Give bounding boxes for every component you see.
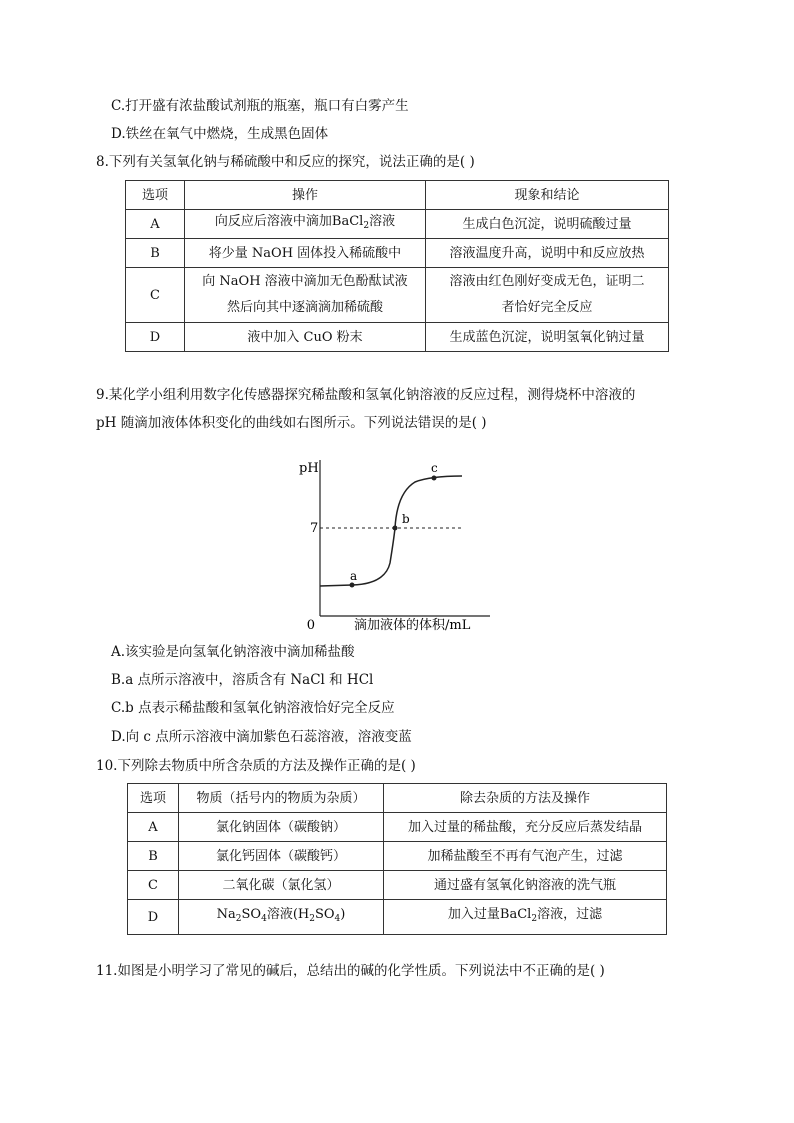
subscript: 2 xyxy=(363,221,370,231)
cell-text: 加入过量BaCl xyxy=(447,907,532,922)
table-cell: C xyxy=(128,871,179,900)
subscript: 2 xyxy=(235,914,242,924)
cell-text: 溶液由红色刚好变成无色，证明二 xyxy=(449,274,645,289)
formula-text: ) xyxy=(340,907,346,922)
cell-text: 向反应后溶液中滴加BaCl xyxy=(214,214,364,229)
x-axis-label: 滴加液体的体积/mL xyxy=(354,618,471,633)
q9-option-c: C.b 点表示稀盐酸和氢氧化钠溶液恰好完全反应 xyxy=(111,700,395,716)
table-cell: D xyxy=(126,323,185,352)
q10-stem: 10.下列除去物质中所含杂质的方法及操作正确的是( ) xyxy=(96,758,416,774)
q11-stem: 11.如图是小明学习了常见的碱后，总结出的碱的化学性质。下列说法中不正确的是( ) xyxy=(96,963,605,979)
table-cell: 液中加入 CuO 粉末 xyxy=(185,323,426,352)
subscript: 4 xyxy=(334,914,341,924)
cell-text: 然后向其中逐滴滴加稀硫酸 xyxy=(226,300,383,315)
table-cell: A xyxy=(126,210,185,239)
q9-stem-line1: 9.某化学小组利用数字化传感器探究稀盐酸和氢氧化钠溶液的反应过程，测得烧杯中溶液的 xyxy=(96,387,636,403)
table-cell: 二氧化碳（氯化氢） xyxy=(179,871,384,900)
formula-text: SO xyxy=(241,907,262,922)
y-tick-7: 7 xyxy=(310,521,319,536)
label-a: a xyxy=(350,569,358,583)
q7-option-d: D.铁丝在氧气中燃烧，生成黑色固体 xyxy=(111,126,329,142)
table-row xyxy=(126,239,669,268)
table-cell: 加入过量的稀盐酸，充分反应后蒸发结晶 xyxy=(384,813,667,842)
cell-text: 者恰好完全反应 xyxy=(501,300,593,315)
table-cell: 加稀盐酸至不再有气泡产生，过滤 xyxy=(384,842,667,871)
table-cell: 通过盛有氢氧化钠溶液的洗气瓶 xyxy=(384,871,667,900)
table-header: 物质（括号内的物质为杂质） xyxy=(179,784,384,813)
formula-text: SO xyxy=(314,907,335,922)
table-header: 选项 xyxy=(126,181,185,210)
q9-stem-line2: pH 随滴加液体体积变化的曲线如右图所示。下列说法错误的是( ) xyxy=(96,415,487,431)
table-cell xyxy=(426,268,669,323)
table-row xyxy=(128,900,667,935)
table-cell xyxy=(384,900,667,935)
table-cell: A xyxy=(128,813,179,842)
formula-text: Na xyxy=(216,907,236,922)
cell-text: 向 NaOH 溶液中滴加无色酚酞试液 xyxy=(202,274,408,289)
table-cell: B xyxy=(128,842,179,871)
table-cell: C xyxy=(126,268,185,323)
table-cell: 氯化钙固体（碳酸钙） xyxy=(179,842,384,871)
table-header: 选项 xyxy=(128,784,179,813)
q10-table xyxy=(127,783,667,935)
origin-label: 0 xyxy=(306,618,315,633)
subscript: 2 xyxy=(531,914,538,924)
q9-option-d: D.向 c 点所示溶液中滴加紫色石蕊溶液，溶液变蓝 xyxy=(111,729,412,745)
table-cell: D xyxy=(128,900,179,935)
table-header: 现象和结论 xyxy=(426,181,669,210)
table-header: 除去杂质的方法及操作 xyxy=(384,784,667,813)
label-b: b xyxy=(402,512,410,526)
label-c: c xyxy=(431,461,438,475)
table-row xyxy=(126,323,669,352)
cell-text: 溶液 xyxy=(369,214,396,229)
subscript: 4 xyxy=(261,914,267,924)
q8-table xyxy=(125,180,669,352)
point-b xyxy=(393,526,398,531)
table-header: 操作 xyxy=(185,181,426,210)
table-cell xyxy=(185,210,426,239)
table-header-row xyxy=(126,181,669,210)
q9-option-b: B.a 点所示溶液中，溶质含有 NaCl 和 HCl xyxy=(111,672,374,688)
q9-option-a: A.该实验是向氢氧化钠溶液中滴加稀盐酸 xyxy=(111,644,355,660)
table-cell xyxy=(185,268,426,323)
table-cell: 氯化钠固体（碳酸钠） xyxy=(179,813,384,842)
point-a xyxy=(350,583,355,588)
table-cell: 将少量 NaOH 固体投入稀硫酸中 xyxy=(185,239,426,268)
table-cell: 溶液温度升高，说明中和反应放热 xyxy=(426,239,669,268)
subscript: 2 xyxy=(309,914,315,924)
q8-stem: 8.下列有关氢氧化钠与稀硫酸中和反应的探究，说法正确的是( ) xyxy=(96,154,475,170)
q7-option-c: C.打开盛有浓盐酸试剂瓶的瓶塞，瓶口有白雾产生 xyxy=(111,98,409,114)
table-row xyxy=(126,268,669,323)
formula-text: 溶液(H xyxy=(266,907,310,922)
table-cell: B xyxy=(126,239,185,268)
ph-curve xyxy=(320,476,462,586)
table-row xyxy=(126,210,669,239)
table-cell: 生成白色沉淀，说明硫酸过量 xyxy=(426,210,669,239)
table-cell xyxy=(179,900,384,935)
ph-curve-graph xyxy=(290,448,510,633)
y-axis-label: pH xyxy=(299,461,319,476)
point-c xyxy=(432,476,437,481)
table-row xyxy=(128,871,667,900)
cell-text: 溶液，过滤 xyxy=(537,907,603,922)
table-header-row xyxy=(128,784,667,813)
table-row xyxy=(128,813,667,842)
table-cell: 生成蓝色沉淀，说明氢氧化钠过量 xyxy=(426,323,669,352)
table-row xyxy=(128,842,667,871)
